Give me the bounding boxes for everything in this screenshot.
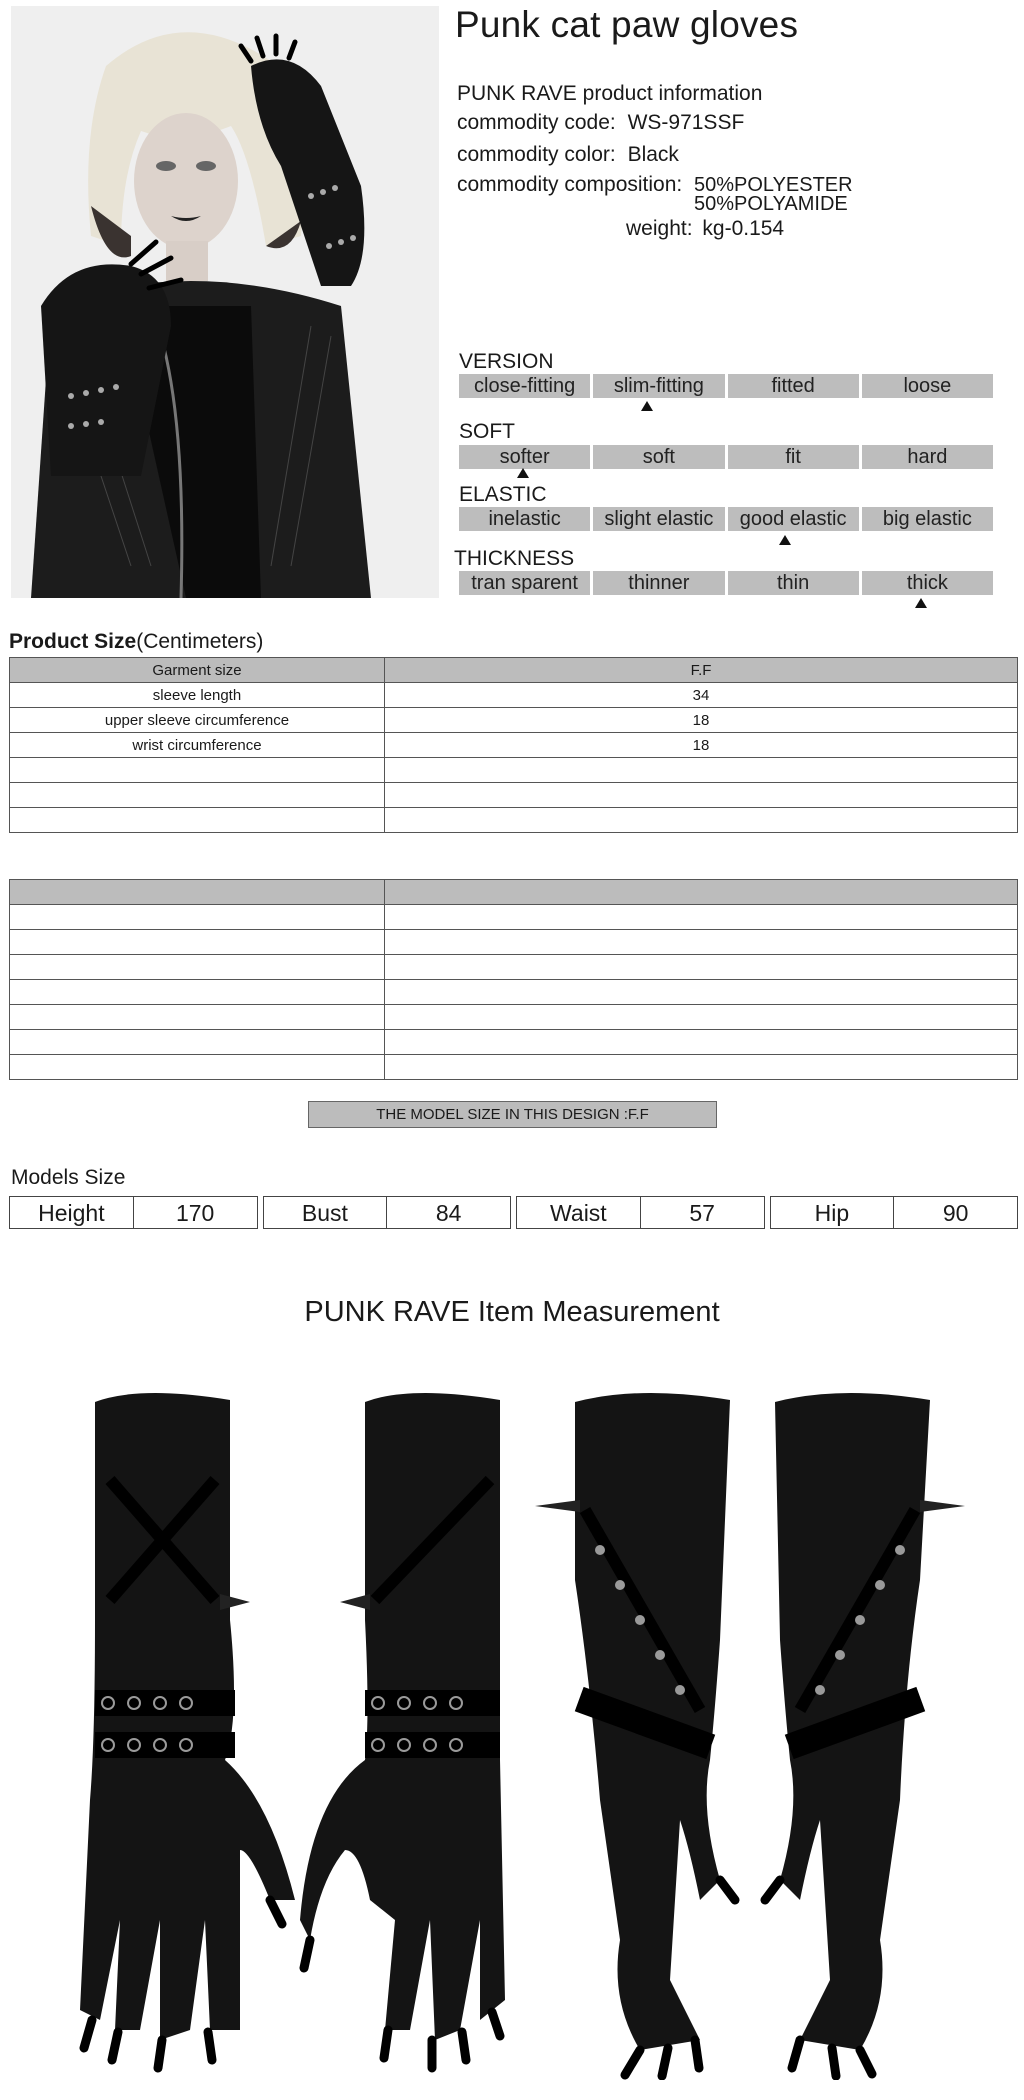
color-value: Black xyxy=(627,143,679,166)
row-label: sleeve length xyxy=(10,683,385,708)
glove-front-left xyxy=(80,1393,295,2068)
scale-option: softer xyxy=(459,445,590,469)
table-row xyxy=(10,708,1018,733)
header-cell xyxy=(10,880,385,905)
model-measure-height xyxy=(9,1196,258,1229)
composition-line2: 50%POLYAMIDE xyxy=(694,193,848,215)
measure-value: 57 xyxy=(640,1197,764,1228)
table-row xyxy=(10,808,1018,833)
product-size-unit: (Centimeters) xyxy=(136,630,264,653)
product-size-title xyxy=(9,630,263,654)
scale-thickness xyxy=(459,571,993,595)
model-size-note: THE MODEL SIZE IN THIS DESIGN :F.F xyxy=(308,1101,717,1128)
scale-option: soft xyxy=(593,445,724,469)
row-value xyxy=(385,808,1018,833)
scale-option: fit xyxy=(728,445,859,469)
scale-option: thinner xyxy=(593,571,724,595)
row-value xyxy=(385,758,1018,783)
soft-marker-icon xyxy=(517,468,529,478)
commodity-code xyxy=(457,111,744,135)
table-row xyxy=(10,683,1018,708)
models-size-row xyxy=(9,1196,1018,1229)
row-value: 34 xyxy=(385,683,1018,708)
scale-elastic xyxy=(459,507,993,531)
measure-label: Hip xyxy=(814,1200,850,1226)
table-row xyxy=(10,758,1018,783)
code-value: WS-971SSF xyxy=(627,111,745,134)
table-row xyxy=(10,980,1018,1005)
table-row xyxy=(10,1030,1018,1055)
measure-label: Height xyxy=(38,1200,105,1226)
brand-line: PUNK RAVE product information xyxy=(457,82,763,105)
row-label xyxy=(10,783,385,808)
composition-values xyxy=(694,176,853,214)
scale-option: close-fitting xyxy=(459,374,590,398)
glove-product-images xyxy=(0,1380,1024,2080)
header-cell: F.F xyxy=(385,658,1018,683)
scale-option: loose xyxy=(862,374,993,398)
glove-back-left xyxy=(300,1393,505,2068)
model-measure-hip xyxy=(770,1196,1019,1229)
table-row xyxy=(10,955,1018,980)
measure-label: Waist xyxy=(550,1200,607,1226)
product-title: Punk cat paw gloves xyxy=(455,4,799,45)
table-row xyxy=(10,1005,1018,1030)
color-label: commodity color: xyxy=(457,143,616,166)
row-value: 18 xyxy=(385,708,1018,733)
header-cell: Garment size xyxy=(10,658,385,683)
table-header xyxy=(10,658,1018,683)
table-row xyxy=(10,783,1018,808)
scale-version xyxy=(459,374,993,398)
composition-line1: 50%POLYESTER xyxy=(694,174,853,196)
row-value: 18 xyxy=(385,733,1018,758)
scale-option: tran sparent xyxy=(459,571,590,595)
empty-size-table xyxy=(9,879,1018,1080)
table-row xyxy=(10,733,1018,758)
commodity-composition xyxy=(457,173,682,197)
scale-option: big elastic xyxy=(862,507,993,531)
version-marker-icon xyxy=(641,401,653,411)
scale-option: slight elastic xyxy=(593,507,724,531)
glove-side-left xyxy=(765,1393,965,2076)
weight-value: kg-0.154 xyxy=(702,217,785,240)
scale-soft-label: SOFT xyxy=(459,420,515,443)
scale-option: good elastic xyxy=(728,507,859,531)
weight xyxy=(626,217,784,241)
weight-label: weight: xyxy=(626,217,693,240)
product-size-heading: Product Size xyxy=(9,630,137,653)
elastic-marker-icon xyxy=(779,535,791,545)
scale-option: hard xyxy=(862,445,993,469)
scale-option: thick xyxy=(862,571,993,595)
table-row xyxy=(10,1055,1018,1080)
thickness-marker-icon xyxy=(915,598,927,608)
size-table xyxy=(9,657,1018,833)
scale-option: fitted xyxy=(728,374,859,398)
row-label: wrist circumference xyxy=(10,733,385,758)
models-size-title: Models Size xyxy=(11,1166,126,1189)
measure-value: 170 xyxy=(133,1197,257,1228)
scale-thickness-label: THICKNESS xyxy=(454,547,575,570)
header-cell xyxy=(385,880,1018,905)
row-label xyxy=(10,758,385,783)
table-header xyxy=(10,880,1018,905)
scale-option: thin xyxy=(728,571,859,595)
composition-label: commodity composition: xyxy=(457,173,683,196)
scale-option: inelastic xyxy=(459,507,590,531)
table-row xyxy=(10,905,1018,930)
measure-value: 90 xyxy=(893,1197,1017,1228)
commodity-color xyxy=(457,143,679,167)
measure-label: Bust xyxy=(301,1200,348,1226)
model-photo xyxy=(11,6,439,598)
scale-soft xyxy=(459,445,993,469)
scale-elastic-label: ELASTIC xyxy=(459,483,547,506)
scale-option: slim-fitting xyxy=(593,374,724,398)
row-value xyxy=(385,783,1018,808)
table-row xyxy=(10,930,1018,955)
code-label: commodity code: xyxy=(457,111,616,134)
measurement-title: PUNK RAVE Item Measurement xyxy=(304,1296,720,1328)
scale-version-label: VERSION xyxy=(459,350,554,373)
row-label xyxy=(10,808,385,833)
model-measure-bust xyxy=(263,1196,512,1229)
row-label: upper sleeve circumference xyxy=(10,708,385,733)
model-measure-waist xyxy=(516,1196,765,1229)
glove-side-right xyxy=(535,1393,735,2076)
measure-value: 84 xyxy=(386,1197,510,1228)
